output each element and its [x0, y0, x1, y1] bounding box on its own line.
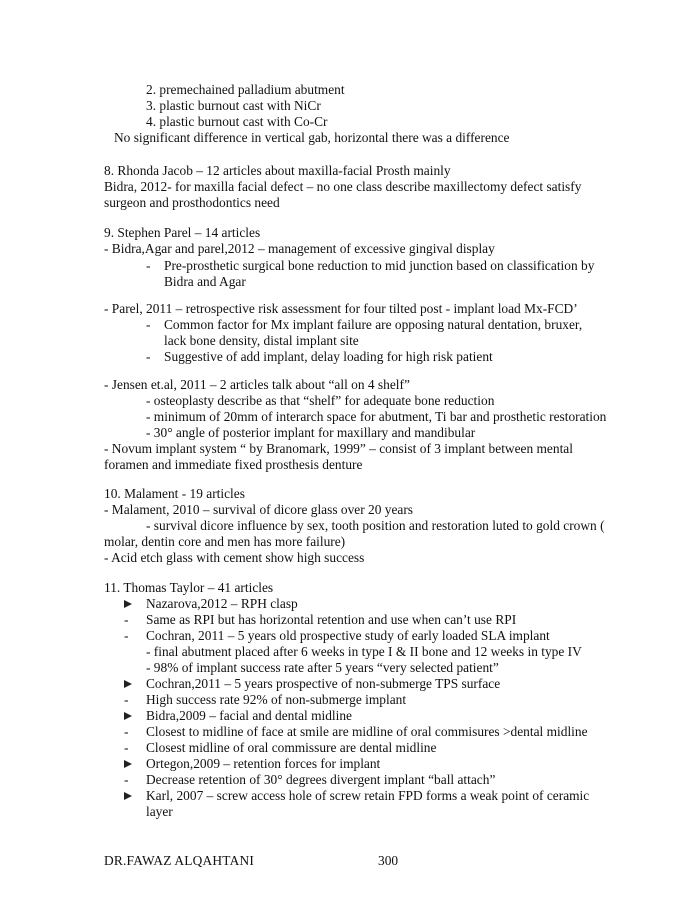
paragraph-line: - Malament, 2010 – survival of dicore glass over 20 years: [104, 502, 414, 517]
paragraph-line: foramen and immediate fixed prosthesis denture: [104, 457, 363, 472]
list-item: 3. plastic burnout cast with NiCr: [146, 98, 321, 113]
arrow-bullet-icon: [124, 680, 132, 688]
paragraph-line: molar, dentin core and men has more failure): [104, 534, 346, 549]
list-item: Same as RPI but has horizontal retention and use when can’t use RPI: [146, 612, 517, 627]
list-item: Nazarova,2012 – RPH clasp: [146, 596, 298, 611]
list-dash: -: [124, 692, 129, 707]
arrow-bullet-icon: [124, 760, 132, 768]
list-item: Closest midline of oral commissure are dental midline: [146, 740, 437, 755]
list-dash: -: [146, 349, 151, 364]
paragraph-line: - survival dicore influence by sex, tooth position and restoration luted to gold crown (: [146, 518, 605, 533]
list-dash: -: [124, 628, 129, 643]
list-item: Ortegon,2009 – retention forces for implant: [146, 756, 381, 771]
paragraph-line: No significant difference in vertical gab, horizontal there was a difference: [114, 130, 510, 145]
list-item-continuation: Bidra and Agar: [164, 274, 246, 289]
list-dash: -: [124, 724, 129, 739]
list-item: - minimum of 20mm of interarch space for abutment, Ti bar and prosthetic restoration: [146, 409, 607, 424]
paragraph-line: Bidra, 2012- for maxilla facial defect – no one class describe maxillectomy defect satisfy: [104, 179, 582, 194]
list-item-continuation: layer: [146, 804, 173, 819]
arrow-bullet-icon: [124, 712, 132, 720]
page-number: 300: [378, 853, 399, 868]
list-item: - osteoplasty describe as that “shelf” for adequate bone reduction: [146, 393, 495, 408]
list-dash: -: [146, 258, 151, 273]
paragraph-line: - Bidra,Agar and parel,2012 – management of excessive gingival display: [104, 241, 495, 256]
list-item: - final abutment placed after 6 weeks in type I & II bone and 12 weeks in type IV: [146, 644, 582, 659]
list-dash: -: [124, 740, 129, 755]
list-dash: -: [124, 772, 129, 787]
list-item: Bidra,2009 – facial and dental midline: [146, 708, 353, 723]
paragraph-line: surgeon and prosthodontics need: [104, 195, 280, 210]
list-item: 4. plastic burnout cast with Co-Cr: [146, 114, 328, 129]
footer-author: DR.FAWAZ ALQAHTANI: [104, 853, 254, 868]
paragraph-line: - Parel, 2011 – retrospective risk assessment for four tilted post - implant load Mx-FCD’: [104, 301, 578, 316]
list-item: Karl, 2007 – screw access hole of screw retain FPD forms a weak point of ceramic: [146, 788, 590, 803]
list-item: Pre-prosthetic surgical bone reduction to mid junction based on classification by: [164, 258, 595, 273]
list-item: Suggestive of add implant, delay loading for high risk patient: [164, 349, 493, 364]
arrow-bullet-icon: [124, 600, 132, 608]
list-dash: -: [124, 612, 129, 627]
paragraph-line: - Acid etch glass with cement show high success: [104, 550, 365, 565]
list-item: Common factor for Mx implant failure are opposing natural dentation, bruxer,: [164, 317, 583, 332]
paragraph-line: - Jensen et.al, 2011 – 2 articles talk about “all on 4 shelf”: [104, 377, 410, 392]
list-item: High success rate 92% of non-submerge implant: [146, 692, 407, 707]
paragraph-line: - Novum implant system “ by Branomark, 1999” – consist of 3 implant between mental: [104, 441, 573, 456]
section-heading: 10. Malament - 19 articles: [104, 486, 245, 501]
list-item: Decrease retention of 30° degrees divergent implant “ball attach”: [146, 772, 496, 787]
list-item: 2. premechained palladium abutment: [146, 82, 345, 97]
list-item: - 98% of implant success rate after 5 years “very selected patient”: [146, 660, 499, 675]
list-item: Cochran, 2011 – 5 years old prospective study of early loaded SLA implant: [146, 628, 550, 643]
list-item: Cochran,2011 – 5 years prospective of non-submerge TPS surface: [146, 676, 501, 691]
arrow-bullet-icon: [124, 792, 132, 800]
section-heading: 9. Stephen Parel – 14 articles: [104, 225, 261, 240]
list-item: Closest to midline of face at smile are midline of oral commisures >dental midline: [146, 724, 588, 739]
list-dash: -: [146, 317, 151, 332]
list-item: - 30° angle of posterior implant for maxillary and mandibular: [146, 425, 476, 440]
section-heading: 11. Thomas Taylor – 41 articles: [104, 580, 274, 595]
section-heading: 8. Rhonda Jacob – 12 articles about maxilla-facial Prosth mainly: [104, 163, 451, 178]
list-item-continuation: lack bone density, distal implant site: [164, 333, 359, 348]
